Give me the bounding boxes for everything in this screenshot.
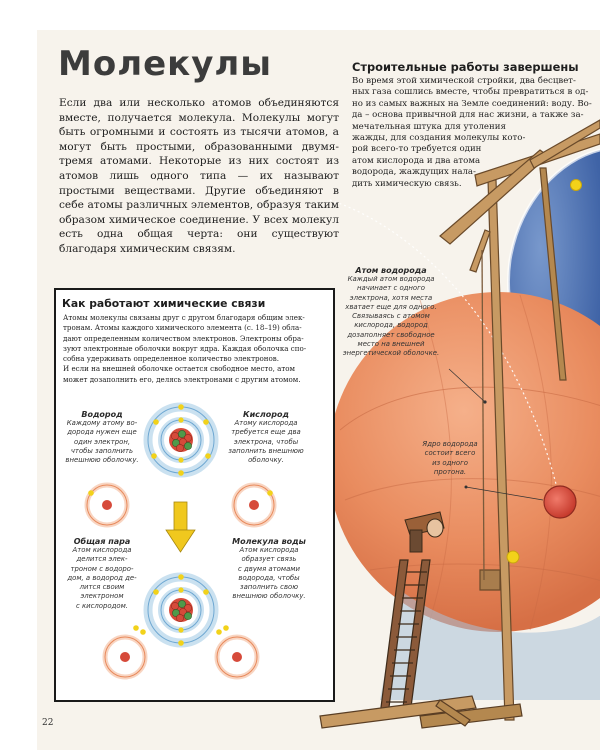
annotation-line: оболочку. (248, 456, 284, 465)
annotation-line: внешнюю оболочку. (65, 456, 139, 465)
annotation-line: с двумя атомами (238, 564, 300, 573)
annotation-line: Атом кислорода (239, 546, 299, 554)
annotation-line: хватает еще для одного. (345, 302, 437, 311)
annotation-line: образует связь (241, 555, 297, 564)
annotation-line: троном с водоро- (70, 564, 134, 573)
hydrogen-nucleus-annotation (405, 440, 495, 477)
annotation-line: чтобы заполнить (70, 446, 134, 455)
annotation-line: Каждому атому во- (66, 419, 138, 427)
page-number: 22 (42, 718, 54, 728)
text-line: жажды, для создания молекулы кото- (352, 133, 526, 144)
text-line: тронам. Атомы каждого химического элемента (с. 18–19) обла- (63, 323, 302, 333)
annotation-line: дорода нужен еще (67, 428, 137, 437)
intro-paragraph (59, 96, 339, 257)
annotation-line: водорода, чтобы (238, 573, 300, 582)
text-line: рой всего-то требуется один (352, 144, 482, 155)
annotation-line: требуется еще два (231, 428, 301, 437)
panel-text (63, 313, 326, 385)
annotation-line: электроном (80, 592, 124, 601)
annotation-label: Общая пара (73, 537, 131, 546)
annotation-line: Атом кислорода (72, 546, 132, 554)
construction-heading: Строительные работы завершены (352, 60, 579, 74)
annotation-line: место на внешней (357, 340, 425, 349)
oxygen-annotation (226, 410, 306, 465)
annotation-label: Атом водорода (355, 266, 427, 275)
text-line: но из самых важных на Земле соединений: воду. Во- (352, 98, 592, 109)
intro-text: Если два или несколько атомов объединяются вместе, получается молекула. Молекулы могут быть огромными и состоять из тысячи атомов, а могут быть простыми, образованными двумя-тремя атомами. Некоторые из них состоят из атомов лишь одного типа — их называют простыми веществами. Другие объединяют в себе атомы различных элементов, образуя таким образом химическое соединение. У всех молекул есть одна общая черта: они существуют благодаря химическим связям. (59, 97, 339, 255)
annotation-line: дом, а водород де- (67, 573, 137, 582)
annotation-line: состоит всего (424, 449, 476, 458)
annotation-line: из одного (432, 458, 468, 467)
hydrogen-annotation (62, 410, 142, 465)
annotation-line: заполнить свою (239, 583, 299, 592)
text-line: да – основа привычной для нас жизни, а также за- (352, 110, 584, 121)
annotation-line: лится своим (79, 583, 125, 592)
text-line: дить химическую связь. (352, 178, 462, 189)
annotation-line: электрона, чтобы (233, 437, 299, 446)
annotation-line: Ядро водорода (422, 440, 478, 448)
panel-heading: Как работают химические связи (62, 297, 266, 310)
annotation-line: Каждый атом водорода (347, 275, 435, 283)
text-line: зуют электронные оболочки вокруг ядра. Каждая оболочка спо- (63, 343, 307, 353)
annotation-line: протона. (433, 467, 467, 476)
annotation-line: с кислородом. (76, 601, 128, 610)
annotation-line: Связываясь с атомом (352, 312, 430, 321)
annotation-label: Водород (81, 410, 123, 419)
text-line: может дозаполнить его, делясь электронами с другим атомом. (63, 374, 301, 384)
text-line: И если на внешней оболочке остается свободное место, атом (63, 364, 296, 374)
text-line: Во время этой химической стройки, два бесцвет- (352, 76, 576, 86)
shared-pair-annotation (62, 537, 142, 611)
annotation-line: дозаполняет свободное (347, 330, 435, 339)
text-line: дают определенным количеством электронов. Электроны обра- (63, 333, 304, 343)
text-line: Атомы молекулы связаны друг с другом благодаря общим элек- (63, 313, 305, 322)
text-line: атом кислорода и два атома (352, 155, 481, 166)
annotation-line: один электрон, (73, 437, 131, 446)
construction-text (352, 76, 592, 190)
annotation-line: начинает с одного (357, 284, 425, 293)
water-molecule-annotation (228, 537, 310, 602)
annotation-line: делится элек- (76, 555, 128, 564)
hydrogen-proton (544, 486, 576, 518)
electron-dot (507, 551, 519, 563)
annotation-line: электрона, хотя места (349, 293, 433, 302)
annotation-line: кислорода, водород (354, 321, 428, 330)
text-line: собна удерживать определенное количество электронов. (63, 354, 280, 364)
annotation-line: заполнить внешнюю (228, 446, 304, 455)
annotation-label: Кислород (243, 410, 289, 419)
text-line: мечательная штука для утоления (352, 121, 506, 132)
annotation-line: Атому кислорода (234, 419, 298, 427)
annotation-label: Молекула воды (232, 537, 306, 546)
annotation-line: внешнюю оболочку. (232, 592, 306, 601)
text-line: ных газа сошлись вместе, чтобы превратиться в од- (352, 87, 589, 98)
annotation-line: энергетической оболочке. (342, 349, 440, 358)
page-title: Молекулы (58, 44, 273, 84)
text-line: водорода, жаждущих нала- (352, 167, 476, 178)
hydrogen-atom-annotation (336, 266, 446, 359)
